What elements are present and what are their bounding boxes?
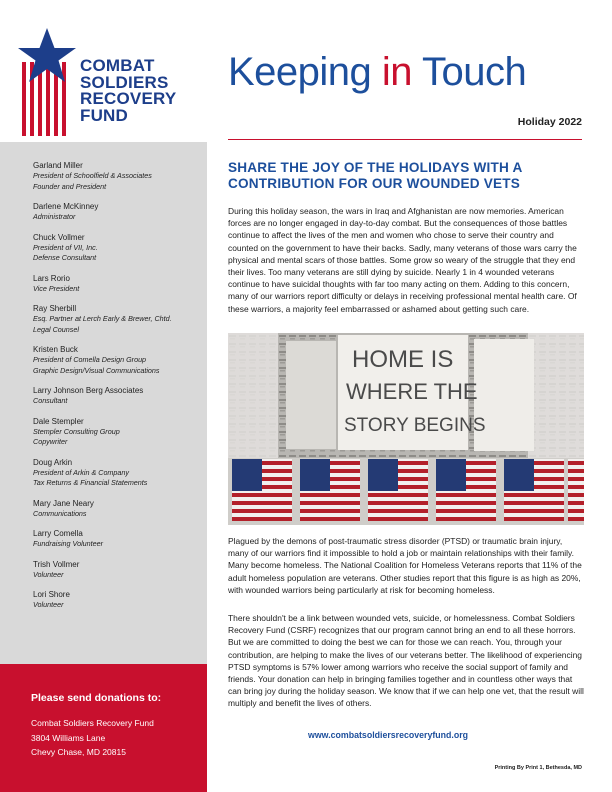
board-member xyxy=(33,457,203,489)
board-member-role: Esq. Partner at Lerch Early & Brewer, Chtd. xyxy=(33,314,172,323)
sign-line-2: WHERE THE xyxy=(346,379,478,404)
article-paragraph: During this holiday season, the wars in Iraq and Afghanistan are now memories. American forces are no longer engaged in day-to-day combat. But the consequences of those battles continue to affect the lives of the men and women who chose to serve their country and counted on the government to have their backs. Sadly, many veterans of those wars carry the physical and mental scars of those battles. Some grow so weary of the struggle that they end their lives. Too many veterans are still dying by suicide. Nearly 1 in 4 wounded veterans continue to have suicidal thoughts with far too many acting on them. Adding to this concern, many of our warriors report difficulty or delays in receiving professional mental health care. Of these warriors, a majority feel embarrassed or ashamed about getting such care. xyxy=(228,206,577,314)
title-highlight: in xyxy=(381,50,413,94)
star-stripes-icon xyxy=(18,28,76,136)
address-line: Chevy Chase, MD 20815 xyxy=(31,747,126,757)
address-line: Combat Soldiers Recovery Fund xyxy=(31,718,154,728)
printer-credit: Printing By Print 1, Bethesda, MD xyxy=(494,765,582,771)
flag-row xyxy=(228,458,584,525)
board-member-name: Garland Miller xyxy=(33,161,83,170)
sidebar xyxy=(0,0,207,792)
donation-box xyxy=(0,664,207,792)
flags-photo xyxy=(228,333,584,525)
board-member-name: Mary Jane Neary xyxy=(33,498,94,508)
board-member xyxy=(33,201,203,223)
board-member-role: Volunteer xyxy=(33,569,64,579)
board-member-role: Defense Consultant xyxy=(33,253,97,262)
board-member-role: Vice President xyxy=(33,283,80,293)
board-member-name: Darlene McKinney xyxy=(33,202,99,211)
board-member xyxy=(33,498,203,520)
donation-heading: Please send donations to: xyxy=(31,692,162,704)
title-part: Touch xyxy=(412,50,527,94)
board-member-name: Chuck Vollmer xyxy=(33,232,85,242)
board-member-role: Legal Counsel xyxy=(33,324,79,334)
logo xyxy=(0,0,207,142)
board-member-role: President of Schoolfield & Associates xyxy=(33,171,152,180)
board-member-role: Tax Returns & Financial Statements xyxy=(33,478,148,487)
board-member xyxy=(33,232,203,264)
board-member-name: Ray Sherbill xyxy=(33,304,77,313)
board-member-role: Consultant xyxy=(33,396,68,405)
board-member-role: President of Arkin & Company xyxy=(33,467,130,477)
board-member-role: Stempler Consulting Group xyxy=(33,426,120,436)
board-member-role: Graphic Design/Visual Communications xyxy=(33,365,160,375)
board-member xyxy=(33,385,203,407)
edition-label: Holiday 2022 xyxy=(517,116,582,128)
logo-line-3: RECOVERY xyxy=(80,89,177,108)
board-member-role: Communications xyxy=(33,508,87,518)
board-member xyxy=(33,273,203,295)
website-link[interactable]: www.combatsoldiersrecoveryfund.org xyxy=(308,730,469,740)
board-member xyxy=(33,344,203,376)
newsletter-title xyxy=(228,48,526,96)
board-member-role: Founder and President xyxy=(33,181,107,191)
board-member-name: Larry Comella xyxy=(33,529,83,538)
logo-line-4: FUND xyxy=(80,105,129,125)
logo-text xyxy=(80,58,205,124)
board-member-name: Lori Shore xyxy=(33,590,70,599)
address-line: 3804 Williams Lane xyxy=(31,732,106,743)
board-member-role: Administrator xyxy=(33,212,76,221)
board-member xyxy=(33,559,203,581)
board-member xyxy=(33,589,203,611)
board-member xyxy=(33,528,203,550)
board-member-name: Kristen Buck xyxy=(33,345,78,354)
article-paragraph: There shouldn't be a link between wounded vets, suicide, or homelessness. Combat Soldiers Recovery Fund (CSRF) recognizes that our program cannot bring an end to all these horrors. But we are committed to doing the best we can for those we can reach. You, through your contribution, are helping to make the lives of our veterans better. The likelihood of experiencing PTSD symptoms is 57% lower among warriors who receive the social support of family and friends. Your donation can help in bringing families together and in countless other ways that can bring joy during the holiday season. We know that if we can help one vet, that the result will multiply and benefit the lives of others. xyxy=(228,613,584,709)
board-member-name: Doug Arkin xyxy=(33,457,73,467)
board-member-name: Lars Rorio xyxy=(33,273,70,283)
board-member-role: Copywriter xyxy=(33,437,68,446)
article-headline: SHARE THE JOY OF THE HOLIDAYS WITH A CONTRIBUTION FOR OUR WOUNDED VETS xyxy=(228,160,522,191)
article-paragraph: Plagued by the demons of post-traumatic stress disorder (PTSD) or traumatic brain injury, many of our warriors find it impossible to hold a job or maintain relationships with their family. Many become homeless. The National Coalition for Homeless Veterans reports that 11% of the adult homeless population are veterans. Other studies report that this figure is as high as 20%, with wounded warriors being particularly at risk for becoming homeless. xyxy=(228,536,582,595)
board-list xyxy=(33,160,203,620)
logo-line-1: COMBAT xyxy=(80,56,155,75)
donation-address xyxy=(31,716,154,760)
sign-line-1: HOME IS xyxy=(352,346,454,373)
divider xyxy=(228,139,582,140)
board-member-role: Volunteer xyxy=(33,600,64,609)
logo-line-2: SOLDIERS xyxy=(80,72,169,92)
board-member-role: President of VII, Inc. xyxy=(33,242,98,252)
board-member-role: President of Comella Design Group xyxy=(33,355,147,364)
board-member xyxy=(33,303,203,335)
sign-line-3: STORY BEGINS xyxy=(344,415,486,436)
board-member xyxy=(33,160,203,192)
board-member xyxy=(33,416,203,448)
board-member-name: Trish Vollmer xyxy=(33,559,80,569)
board-member-name: Dale Stempler xyxy=(33,416,84,426)
title-part: Keeping xyxy=(228,50,382,94)
board-member-name: Larry Johnson Berg Associates xyxy=(33,386,144,395)
board-member-role: Fundraising Volunteer xyxy=(33,539,104,548)
